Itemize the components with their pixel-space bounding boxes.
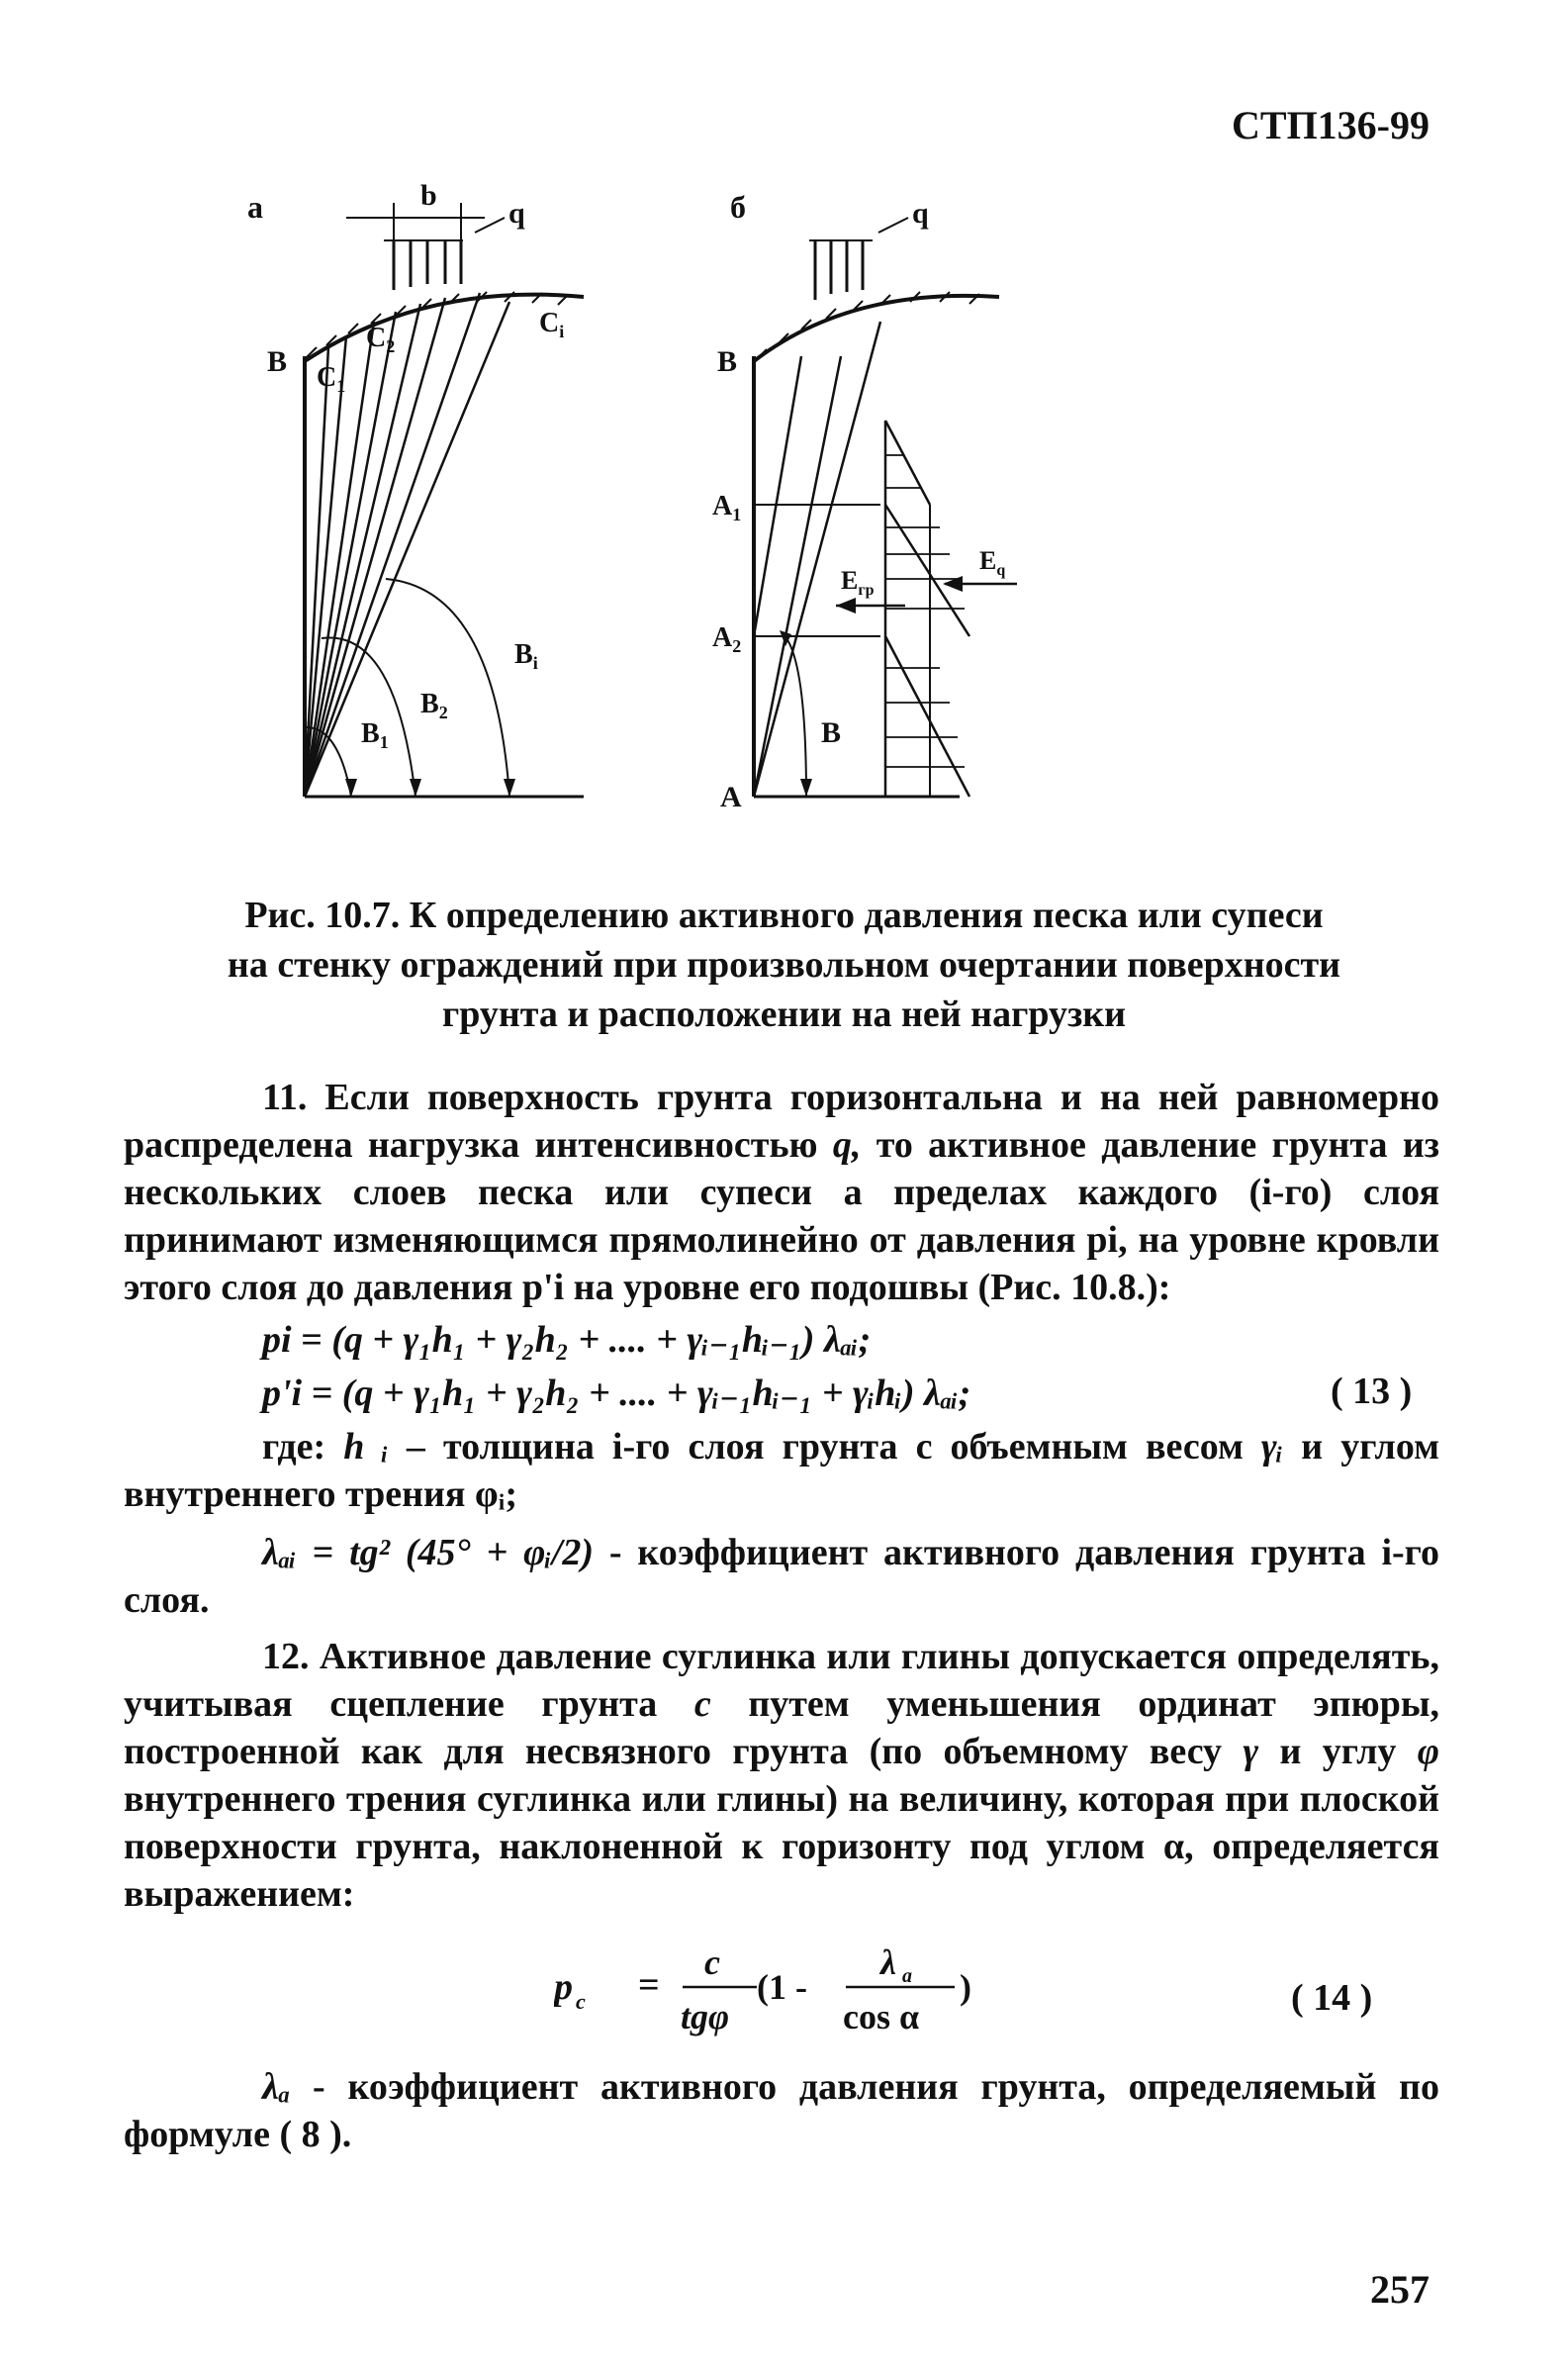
paragraph-11: 11. Если поверхность грунта горизонтальна и на ней равномерно распределена нагрузка интенсивностью q, то активное давление грунта из нескольких слоев песка или супеси а пределах каждого (i-го) слоя принимают изменяющимся прямолинейно от давления pi, на уровне кровли этого слоя до давления p'i на уровне его подошвы (Рис. 10.8.): — [124, 1077, 1439, 1308]
svg-text:cos α: cos α — [843, 1997, 920, 2036]
lambda-a-definition: λₐ - коэффициент активного давления грунта, определяемый по формуле ( 8 ). — [124, 2066, 1439, 2155]
svg-text:c: c — [576, 1989, 586, 2014]
label-Egr: $E_{гр}$ — [841, 566, 875, 599]
label-b: b — [420, 179, 437, 212]
paragraph-12: 12. Активное давление суглинка или глины допускается определять, учитывая сцепление грунта c путем уменьшения ординат эпюры, построенной как для несвязного грунта (по объемному весу γ и углу φ внутреннего трения суглинка или глины) на величину, которая при плоской поверхности грунта, наклоненной к горизонту под углом α, определяется выражением: — [124, 1636, 1440, 1915]
label-q-b: q — [912, 197, 929, 230]
formula-14 — [554, 1930, 1167, 2048]
panel-b-label: б — [730, 189, 746, 225]
equation-number-13: ( 13 ) — [1331, 1371, 1413, 1412]
where-definition: где: h ᵢ – толщина i-го слоя грунта с объемным весом γᵢ и углом внутреннего трения φᵢ; — [124, 1426, 1440, 1515]
page-number: 257 — [1370, 2267, 1430, 2312]
label-A2: $A_2$ — [712, 622, 742, 656]
lambda-ai-definition: λₐᵢ = tg² (45° + φᵢ/2) - коэффициент активного давления грунта i-го слоя. — [124, 1532, 1439, 1621]
svg-text:): ) — [960, 1967, 971, 2007]
label-A1: $A_1$ — [712, 491, 742, 524]
panel-a-label: а — [247, 189, 263, 225]
label-Eq: $E_q$ — [979, 546, 1006, 579]
label-B-b: B — [717, 345, 738, 378]
label-C2: $C_2$ — [366, 323, 396, 356]
svg-text:a: a — [902, 1965, 912, 1987]
svg-text:c: c — [704, 1942, 720, 1982]
svg-text:=: = — [638, 1964, 660, 2006]
svg-text:tgφ: tgφ — [681, 1997, 730, 2036]
svg-text:p: p — [554, 1966, 573, 2008]
svg-text:λ: λ — [880, 1942, 896, 1982]
label-B1: $B_1$ — [361, 718, 389, 752]
label-q-a: q — [508, 197, 525, 230]
label-Bi: $B_i$ — [514, 639, 538, 673]
figure-caption: Рис. 10.7. К определению активного давления песка или супеси на стенку ограждений при произвольном очертании поверхности грунта и расположении на ней нагрузки — [227, 895, 1341, 1035]
label-Ci: $C_i$ — [539, 308, 565, 341]
document-code: СТП136-99 — [1232, 103, 1430, 147]
formula-13-line1: pi = (q + γ₁h₁ + γ₂h₂ + .... + γᵢ₋₁hᵢ₋₁) λₐᵢ; — [262, 1319, 872, 1361]
formula-13-line2: p'i = (q + γ₁h₁ + γ₂h₂ + .... + γᵢ₋₁hᵢ₋₁ + γᵢhᵢ) λₐᵢ; — [262, 1373, 971, 1414]
label-B-a: B — [267, 345, 288, 378]
figure-10-7 — [247, 173, 1197, 826]
label-C1: $C_1$ — [317, 362, 346, 396]
svg-text:(1 -: (1 - — [757, 1967, 807, 2007]
label-B-angle: B — [821, 716, 842, 749]
equation-number-14: ( 14 ) — [1291, 1977, 1373, 2019]
panel-b-diagram — [754, 218, 1017, 797]
label-B2: $B_2$ — [420, 689, 448, 722]
label-A: A — [720, 781, 742, 813]
